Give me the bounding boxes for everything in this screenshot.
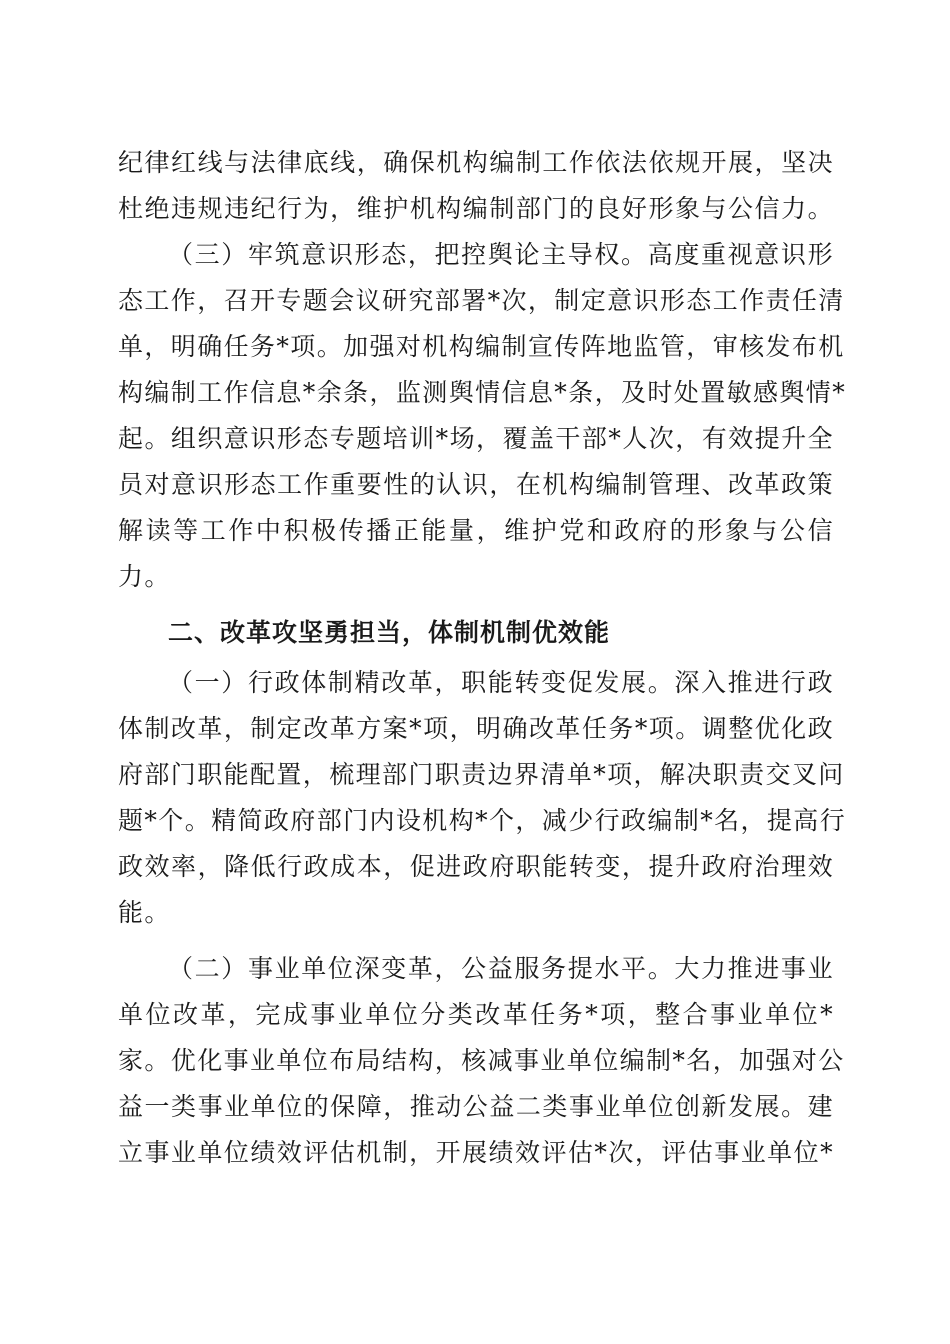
text-line: 题*个。精简政府部门内设机构*个，减少行政编制*名，提高行 [118,806,847,835]
section-heading-1: （一）行政体制精改革，职能转变促发展。深入推进行政 [168,668,834,697]
text-line: 员对意识形态工作重要性的认识，在机构编制管理、改革政策 [118,470,834,499]
text-line: 立事业单位绩效评估机制，开展绩效评估*次，评估事业单位* [118,1138,834,1167]
text-line: 能。 [118,898,171,927]
text-line: 益一类事业单位的保障，推动公益二类事业单位创新发展。建 [118,1092,834,1121]
text-line: 杜绝违规违纪行为，维护机构编制部门的良好形象与公信力。 [118,194,834,223]
text-line: 政效率，降低行政成本，促进政府职能转变，提升政府治理效 [118,852,834,881]
text-line: 解读等工作中积极传播正能量，维护党和政府的形象与公信 [118,516,834,545]
text-line: 家。优化事业单位布局结构，核减事业单位编制*名，加强对公 [118,1046,845,1075]
text-line: 构编制工作信息*余条，监测舆情信息*条，及时处置敏感舆情* [118,378,847,407]
text-line: 单位改革，完成事业单位分类改革任务*项，整合事业单位* [118,1000,834,1029]
text-line: 起。组织意识形态专题培训*场，覆盖干部*人次，有效提升全 [118,424,834,453]
text-line: 府部门职能配置，梳理部门职责边界清单*项，解决职责交叉问 [118,760,845,789]
section-heading-3: （三）牢筑意识形态，把控舆论主导权。高度重视意识形 [168,240,834,269]
text-line: 纪律红线与法律底线，确保机构编制工作依法依规开展，坚决 [118,148,834,177]
text-line: 单，明确任务*项。加强对机构编制宣传阵地监管，审核发布机 [118,332,845,361]
section-heading-2: （二）事业单位深变革，公益服务提水平。大力推进事业 [168,954,834,983]
text-line: 态工作，召开专题会议研究部署*次，制定意识形态工作责任清 [118,286,845,315]
text-line: 力。 [118,562,171,591]
chapter-heading-2: 二、改革攻坚勇担当，体制机制优效能 [168,618,611,647]
text-line: 体制改革，制定改革方案*项，明确改革任务*项。调整优化政 [118,714,834,743]
